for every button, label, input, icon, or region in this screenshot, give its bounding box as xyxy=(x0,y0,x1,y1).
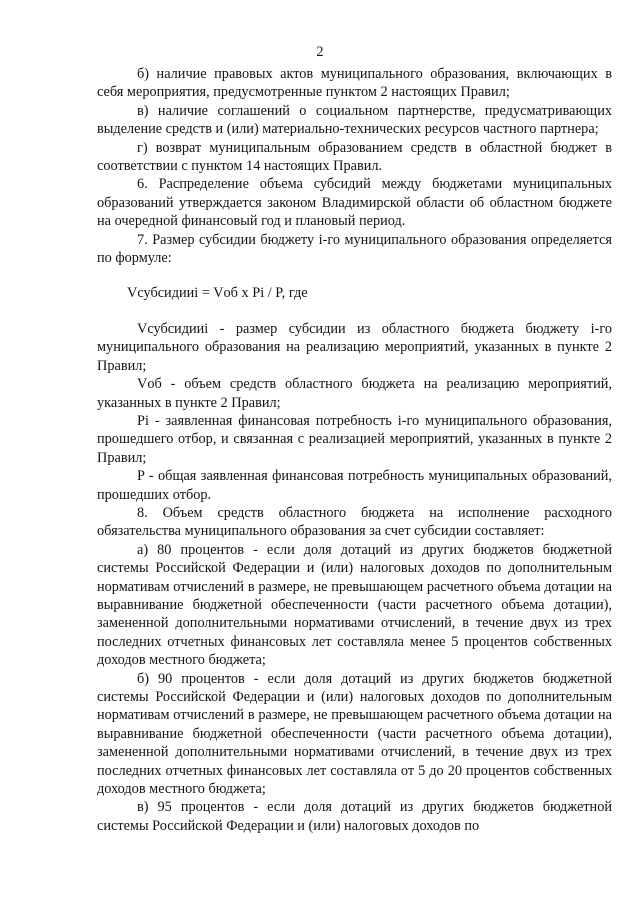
page-number: 2 xyxy=(316,44,324,60)
paragraph-8: 8. Объем средств областного бюджета на исполнение расходного обязательства муниципального образования за счет субсидии составляет: xyxy=(97,504,612,540)
paragraph-8a: а) 80 процентов - если доля дотаций из других бюджетов бюджетной системы Российской Федерации и (или) налоговых доходов по дополнительным нормативам отчислений в размере, не превышающем расчетного объема дотации на выравнивание бюджетной обеспеченности (части расчетного объема дотации), замененной дополнительными нормативами отчислений, в течение двух из трех последних отчетных финансовых лет составляла менее 5 процентов собственных доходов местного бюджета; xyxy=(97,541,612,669)
definition-pi: Pi - заявленная финансовая потребность i-го муниципального образования, прошедшего отбор, и связанная с реализацией мероприятий, указанных в пункте 2 Правил; xyxy=(97,412,612,466)
paragraph-5b: б) наличие правовых актов муниципального образования, включающих в себя мероприятия, предусмотренные пунктом 2 настоящих Правил; xyxy=(97,66,612,101)
paragraph-8v: в) 95 процентов - если доля дотаций из других бюджетов бюджетной системы Российской Федерации и (или) налоговых доходов по xyxy=(97,799,612,834)
spacer xyxy=(97,267,612,284)
document-body xyxy=(97,65,612,835)
spacer xyxy=(97,303,612,320)
paragraph-5v: в) наличие соглашений о социальном партнерстве, предусматривающих выделение средств и (или) материально-технических ресурсов частного партнера; xyxy=(97,102,612,138)
formula: Vсубсидииi = Vоб x Pi / P, где xyxy=(127,285,308,302)
paragraph-7: 7. Размер субсидии бюджету i-го муниципального образования определяется по формуле: xyxy=(97,231,612,267)
paragraph-8b: б) 90 процентов - если доля дотаций из других бюджетов бюджетной системы Российской Федерации и (или) налоговых доходов по дополнительным нормативам отчислений в размере, не превышающем расчетного объема дотации на выравнивание бюджетной обеспеченности (части расчетного объема дотации), замененной дополнительными нормативами отчислений, в течение двух из трех последних отчетных финансовых лет составляла от 5 до 20 процентов собственных доходов местного бюджета; xyxy=(97,670,612,798)
paragraph-5g: г) возврат муниципальным образованием средств в областной бюджет в соответствии с пунктом 14 настоящих Правил. xyxy=(97,139,612,175)
definition-p: P - общая заявленная финансовая потребность муниципальных образований, прошедших отбор. xyxy=(97,468,612,503)
definition-vsubsidii: Vсубсидииi - размер субсидии из областного бюджета бюджету i-го муниципального образования на реализацию мероприятий, указанных в пункте 2 Правил; xyxy=(97,320,612,374)
definition-vob: Vоб - объем средств областного бюджета на реализацию мероприятий, указанных в пункте 2 Правил; xyxy=(97,376,612,411)
paragraph-6: 6. Распределение объема субсидий между бюджетами муниципальных образований утверждается законом Владимирской области об областном бюджете на очередной финансовый год и плановый период. xyxy=(97,176,612,230)
